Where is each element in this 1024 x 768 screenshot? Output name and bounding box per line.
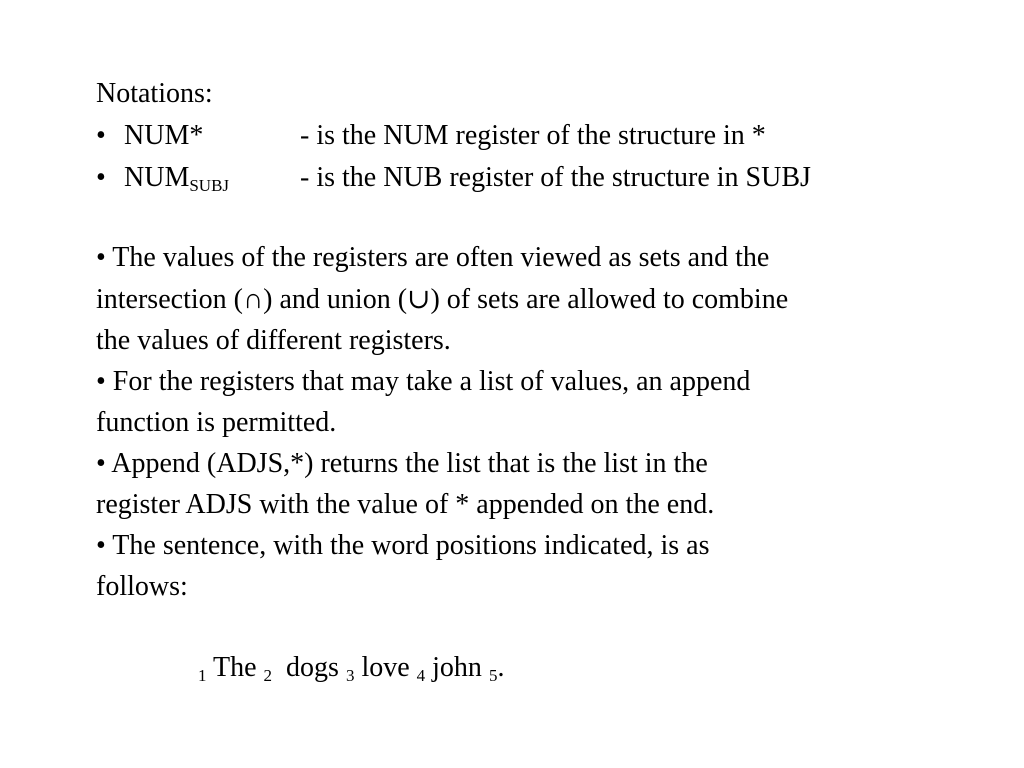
word-position: 2 <box>263 666 273 685</box>
notation-description: - is the NUM register of the structure in * <box>300 120 766 151</box>
notation-name-num-subj <box>124 162 229 194</box>
notation-name-num-star <box>124 120 203 152</box>
paragraph-line: register ADJS with the value of * appended on the end. <box>96 489 715 520</box>
sentence-period: . <box>497 652 505 683</box>
notation-name-text: NUM <box>124 162 190 193</box>
paragraph-line: function is permitted. <box>96 407 337 438</box>
paragraph-line: • The sentence, with the word positions indicated, is as <box>96 530 710 561</box>
paragraph-line: • For the registers that may take a list of values, an append <box>96 366 751 397</box>
paragraph-line: • Append (ADJS,*) returns the list that is the list in the <box>96 448 708 479</box>
word-position: 5 <box>488 666 498 685</box>
notations-heading: Notations: <box>96 78 213 109</box>
sentence-word: john <box>432 652 482 683</box>
sentence-word: The <box>213 652 257 683</box>
notation-name-subscript: SUBJ <box>189 176 230 195</box>
word-position: 3 <box>345 666 355 685</box>
word-position: 1 <box>198 666 207 685</box>
sentence-word: dogs <box>286 652 339 683</box>
paragraph-line: the values of different registers. <box>96 325 451 356</box>
paragraph-line: intersection (∩) and union (∪) of sets are allowed to combine <box>96 284 789 315</box>
notation-description: - is the NUB register of the structure in SUBJ <box>300 162 811 193</box>
word-position: 4 <box>416 666 426 685</box>
notation-bullet: • <box>96 120 106 151</box>
example-sentence <box>198 652 504 684</box>
notation-name-text: NUM* <box>124 120 204 151</box>
paragraph-line: follows: <box>96 571 188 602</box>
notation-bullet: • <box>96 162 106 193</box>
sentence-word: love <box>361 652 410 683</box>
paragraph-line: • The values of the registers are often viewed as sets and the <box>96 242 770 273</box>
